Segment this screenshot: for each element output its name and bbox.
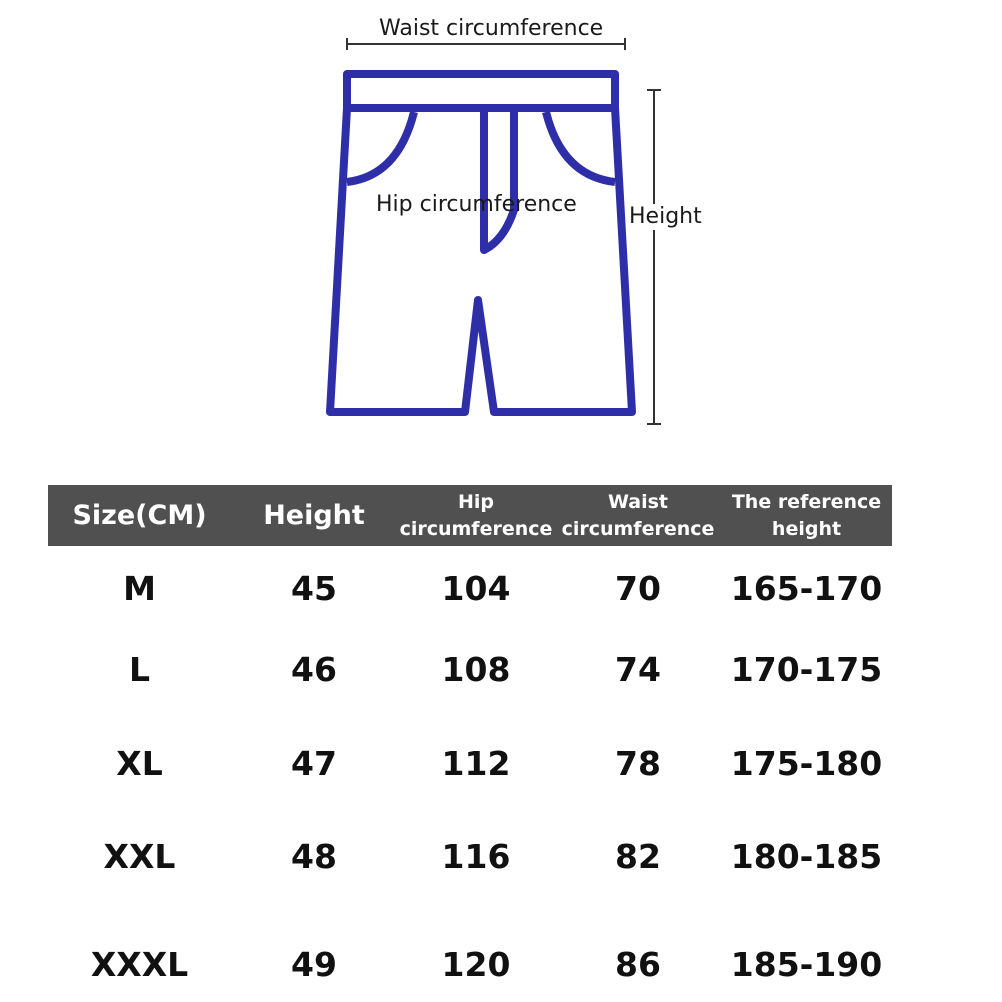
header-height-text: Height [263,500,365,531]
cell-size: XXL [103,836,176,876]
cell-height: 48 [291,836,337,876]
cell-waist: 86 [615,944,661,984]
cell-hip: 108 [441,649,511,689]
header-reference-line1: The reference [731,490,882,513]
cell-height: 46 [291,649,337,689]
shorts-outline-graphic [0,0,1002,470]
header-hip-line2: circumference [399,517,553,540]
cell-waist: 82 [615,836,661,876]
cell-height: 45 [291,568,337,608]
table-row [48,733,892,793]
table-row [48,639,892,699]
waist-circumference-label: Waist circumference [379,16,604,41]
cell-reference-height: 170-175 [730,649,883,689]
cell-reference-height: 185-190 [730,944,883,984]
header-hip-circumference [397,485,555,546]
shorts-outline [330,74,632,412]
cell-hip: 112 [441,743,511,783]
header-waist-line1: Waist [607,490,668,513]
header-reference-line2: height [771,517,842,540]
cell-waist: 78 [615,743,661,783]
cell-size: L [128,649,151,689]
header-size-text: Size(CM) [72,500,207,531]
header-hip-line1: Hip [457,490,494,513]
table-row [48,826,892,886]
cell-reference-height: 180-185 [730,836,883,876]
cell-height: 49 [291,944,337,984]
cell-height: 47 [291,743,337,783]
cell-size: XL [116,743,163,783]
header-waist-line2: circumference [561,517,715,540]
cell-size: M [123,568,156,608]
header-reference-height [721,485,892,546]
cell-size: XXXL [90,944,189,984]
cell-reference-height: 175-180 [730,743,883,783]
table-row [48,934,892,994]
size-chart-table [48,485,892,984]
header-waist-circumference [555,485,721,546]
table-header-row [48,485,892,546]
cell-hip: 116 [441,836,511,876]
cell-waist: 74 [615,649,661,689]
height-label: Height [629,204,702,229]
header-size [48,485,231,546]
table-row [48,558,892,618]
cell-hip: 104 [441,568,511,608]
hip-circumference-label: Hip circumference [376,192,577,217]
cell-reference-height: 165-170 [730,568,883,608]
shorts-diagram [0,0,1002,470]
cell-hip: 120 [441,944,511,984]
cell-waist: 70 [615,568,661,608]
height-measure-arrow [647,90,661,424]
header-height [231,485,397,546]
